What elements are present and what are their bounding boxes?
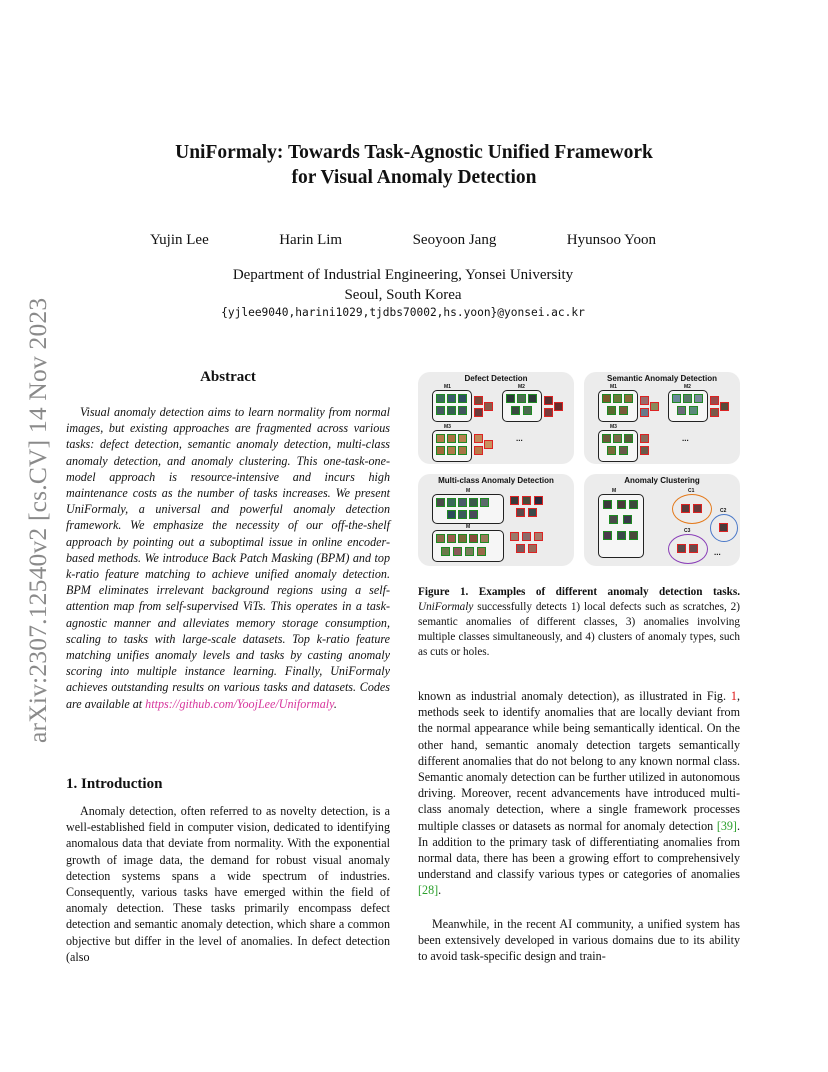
normal-sample: [447, 394, 456, 403]
cluster-c3: [668, 534, 708, 564]
author-emails: {yjlee9040,harini1029,tjdbs70002,hs.yoon}@yonsei.ac.kr: [221, 306, 585, 319]
label-m3: M3: [444, 424, 451, 430]
anomaly-sample: [510, 532, 519, 541]
normal-sample: [458, 498, 467, 507]
anomaly-sample: [554, 402, 563, 411]
normal-sample: [436, 434, 445, 443]
normal-sample: [689, 406, 698, 415]
defect-detection-panel: [418, 372, 574, 464]
anomaly-sample: [640, 434, 649, 443]
normal-sample: [624, 434, 633, 443]
normal-sample: [469, 498, 478, 507]
right-p1-d: .: [438, 883, 442, 898]
figure-1-caption: [418, 585, 740, 660]
anomaly-sample: [710, 396, 719, 405]
normal-sample: [619, 406, 628, 415]
arxiv-identifier: arXiv:2307.12540v2 [cs.CV] 14 Nov 2023: [23, 297, 52, 743]
normal-sample: [458, 434, 467, 443]
panel-title-semantic: Semantic Anomaly Detection: [607, 374, 717, 383]
normal-sample: [517, 394, 526, 403]
ellipsis: ...: [682, 434, 689, 443]
normal-sample: [523, 406, 532, 415]
model-m3-box: [598, 430, 638, 462]
author-4: Hyunsoo Yoon: [566, 232, 656, 248]
anomaly-sample: [516, 508, 525, 517]
normal-sample: [602, 434, 611, 443]
anomaly-sample: [720, 402, 729, 411]
normal-sample: [480, 498, 489, 507]
author-3: Seoyoon Jang: [412, 232, 497, 248]
normal-sample: [694, 394, 703, 403]
normal-sample: [602, 394, 611, 403]
anomaly-sample: [510, 496, 519, 505]
right-p1-c: . In addition to the primary task of differentiating anomalies from normal data, there has been a growing effort to comprehensively understand and classify various types or categories of anomalies: [418, 818, 740, 882]
model-m1-box: [432, 390, 472, 422]
normal-sample: [447, 534, 456, 543]
anomaly-sample: [484, 440, 493, 449]
model-m1-box: [598, 390, 638, 422]
normal-sample: [629, 531, 638, 540]
figure-1: [418, 372, 740, 568]
right-column-paragraph-2: Meanwhile, in the recent AI community, a unified system has been extensively developed in various domains due to its ability to avoid task-specific design and train-: [418, 917, 740, 964]
anomaly-sample: [710, 408, 719, 417]
normal-sample: [447, 434, 456, 443]
author-1: Yujin Lee: [150, 232, 209, 248]
normal-sample: [528, 394, 537, 403]
normal-sample: [613, 434, 622, 443]
anomaly-sample: [534, 532, 543, 541]
model-m-box-top: [432, 494, 504, 524]
code-link[interactable]: https://github.com/YoojLee/Uniformaly: [145, 696, 334, 711]
normal-sample: [441, 547, 450, 556]
normal-sample: [469, 534, 478, 543]
model-m2-box: [668, 390, 708, 422]
caption-italic: UniFormaly: [418, 601, 474, 613]
right-column-paragraph-1: [418, 688, 740, 899]
normal-sample: [603, 531, 612, 540]
panel-title-defect: Defect Detection: [464, 374, 528, 383]
anomaly-sample: [474, 434, 483, 443]
normal-sample: [458, 394, 467, 403]
normal-sample: [447, 406, 456, 415]
normal-sample: [436, 498, 445, 507]
normal-sample: [617, 531, 626, 540]
citation-39-link[interactable]: [39]: [716, 818, 737, 833]
normal-sample: [436, 534, 445, 543]
label-m: M: [466, 524, 471, 530]
abstract-heading: Abstract: [200, 369, 256, 385]
author-2: Harin Lim: [279, 232, 343, 248]
label-m1: M1: [610, 384, 617, 390]
anomaly-sample: [719, 523, 728, 532]
label-m: M: [466, 488, 471, 494]
anomaly-sample: [474, 408, 483, 417]
anomaly-sample: [522, 496, 531, 505]
caption-label: Figure 1.: [418, 586, 469, 598]
anomaly-sample: [474, 446, 483, 455]
multi-class-anomaly-panel: [418, 474, 574, 566]
normal-sample: [453, 547, 462, 556]
normal-sample: [477, 547, 486, 556]
label-m2: M2: [518, 384, 525, 390]
normal-sample: [677, 406, 686, 415]
normal-sample: [607, 446, 616, 455]
abstract-body: [66, 404, 390, 712]
abstract-text: Visual anomaly detection aims to learn normality from normal images, but existing approaches are fragmented across various tasks: defect detection, semantic anomaly detection, multi-class anomaly detection, and anomaly clustering. This one-task-one-model approach is resource-intensive and incurs high maintenance costs as the number of tasks increases. We present UniFormaly, a universal and powerful anomaly detection framework. We emphasize the necessity of our off-the-shelf approach by pointing out a suboptimal issue in online encoder-based methods. We introduce Back Patch Masking (BPM) and top k-ratio feature matching to achieve unified anomaly detection. BPM eliminates irrelevant background regions using a self-attention map from self-supervised ViTs. This operates in a task-agnostic manner and alleviates memory storage consumption, scaling to tasks with large-scale datasets. Top k-ratio feature matching unifies anomaly levels and tasks by casting anomaly scoring into multiple instance learning. Finally, UniFormaly achieves outstanding results on various tasks and datasets. Codes are available at: [66, 405, 390, 711]
normal-sample: [609, 515, 618, 524]
anomaly-sample: [681, 504, 690, 513]
author-list: [150, 232, 656, 249]
normal-sample: [619, 446, 628, 455]
normal-sample: [603, 500, 612, 509]
anomaly-sample: [522, 532, 531, 541]
ellipsis: ...: [714, 548, 721, 557]
normal-sample: [480, 534, 489, 543]
affiliation-line-1: Department of Industrial Engineering, Yonsei University: [232, 267, 574, 283]
anomaly-sample: [689, 544, 698, 553]
normal-sample: [683, 394, 692, 403]
abstract-end: .: [333, 696, 337, 711]
ellipsis: ...: [516, 434, 523, 443]
normal-sample: [458, 446, 467, 455]
paper-title: [0, 140, 828, 190]
normal-sample: [458, 406, 467, 415]
citation-28-link[interactable]: [28]: [418, 883, 439, 898]
anomaly-sample: [640, 396, 649, 405]
normal-sample: [447, 446, 456, 455]
semantic-anomaly-panel: [584, 372, 740, 464]
anomaly-sample: [544, 396, 553, 405]
normal-sample: [469, 510, 478, 519]
panel-title-multiclass: Multi-class Anomaly Detection: [438, 476, 554, 485]
introduction-paragraph-1: Anomaly detection, often referred to as novelty detection, is a well-established field in computer vision, dedicated to identifying anomalous data that deviate from normality. With the exponential growth of image data, the demand for robust visual anomaly detection systems spans a wide spectrum of industries. Consequently, various tasks have emerged within the field of anomaly detection. These tasks primarily encompass defect detection and semantic anomaly detection, which share a common objective but differ in the level of anomalies. In defect detection (also: [66, 804, 390, 964]
panel-title-clustering: Anomaly Clustering: [624, 476, 700, 485]
anomaly-sample: [474, 396, 483, 405]
anomaly-sample: [677, 544, 686, 553]
normal-sample: [511, 406, 520, 415]
anomaly-sample: [693, 504, 702, 513]
title-line-2: for Visual Anomaly Detection: [291, 167, 537, 188]
normal-sample: [447, 510, 456, 519]
anomaly-sample: [544, 408, 553, 417]
cluster-c1: [672, 494, 712, 524]
affiliation: [0, 265, 806, 305]
normal-sample: [623, 515, 632, 524]
normal-sample: [672, 394, 681, 403]
anomaly-sample: [516, 544, 525, 553]
normal-sample: [613, 394, 622, 403]
figure-reference-link[interactable]: 1: [730, 689, 737, 703]
normal-sample: [629, 500, 638, 509]
anomaly-sample: [640, 408, 649, 417]
normal-sample: [436, 446, 445, 455]
normal-sample: [458, 534, 467, 543]
anomaly-sample: [528, 544, 537, 553]
label-c1: C1: [688, 488, 695, 494]
normal-sample: [436, 406, 445, 415]
label-m2: M2: [684, 384, 691, 390]
normal-sample: [506, 394, 515, 403]
normal-sample: [607, 406, 616, 415]
normal-sample: [617, 500, 626, 509]
anomaly-sample: [534, 496, 543, 505]
model-m2-box: [502, 390, 542, 422]
model-m-box: [598, 494, 644, 558]
anomaly-sample: [650, 402, 659, 411]
introduction-heading: 1. Introduction: [66, 776, 163, 792]
label-m1: M1: [444, 384, 451, 390]
model-m3-box: [432, 430, 472, 462]
label-c3: C3: [684, 528, 691, 534]
normal-sample: [447, 498, 456, 507]
anomaly-sample: [484, 402, 493, 411]
normal-sample: [458, 510, 467, 519]
right-p1-b: , methods seek to identify anomalies that are locally deviant from the normal appearance while being semantically identical. On the other hand, semantic anomaly detection targets semantically different anomalies that do not belong to any known normal class. Semantic anomaly detection can be further utilized in autonomous driving. Moreover, recent advancements have introduced multi-class anomaly detection, where a single framework processes multiple classes or datasets as normal for anomaly detection: [418, 689, 740, 833]
anomaly-sample: [640, 446, 649, 455]
anomaly-sample: [528, 508, 537, 517]
caption-rest: successfully detects 1) local defects such as scratches, 2) semantic anomalies of different classes, 3) anomalies involving multiple classes simultaneously, and 4) clusters of anomaly types, such as cuts or holes.: [418, 601, 741, 658]
model-m-box-bottom: [432, 530, 504, 562]
cluster-c2: [710, 514, 738, 542]
label-c2: C2: [720, 508, 727, 514]
normal-sample: [465, 547, 474, 556]
normal-sample: [624, 394, 633, 403]
caption-bold: Examples of different anomaly detection tasks.: [478, 586, 740, 598]
anomaly-clustering-panel: [584, 474, 740, 566]
normal-sample: [436, 394, 445, 403]
title-line-1: UniFormaly: Towards Task-Agnostic Unified Framework: [175, 142, 653, 163]
affiliation-line-2: Seoul, South Korea: [344, 287, 462, 303]
label-m: M: [612, 488, 617, 494]
label-m3: M3: [610, 424, 617, 430]
right-p1-a: known as industrial anomaly detection), as illustrated in Fig.: [418, 689, 726, 703]
